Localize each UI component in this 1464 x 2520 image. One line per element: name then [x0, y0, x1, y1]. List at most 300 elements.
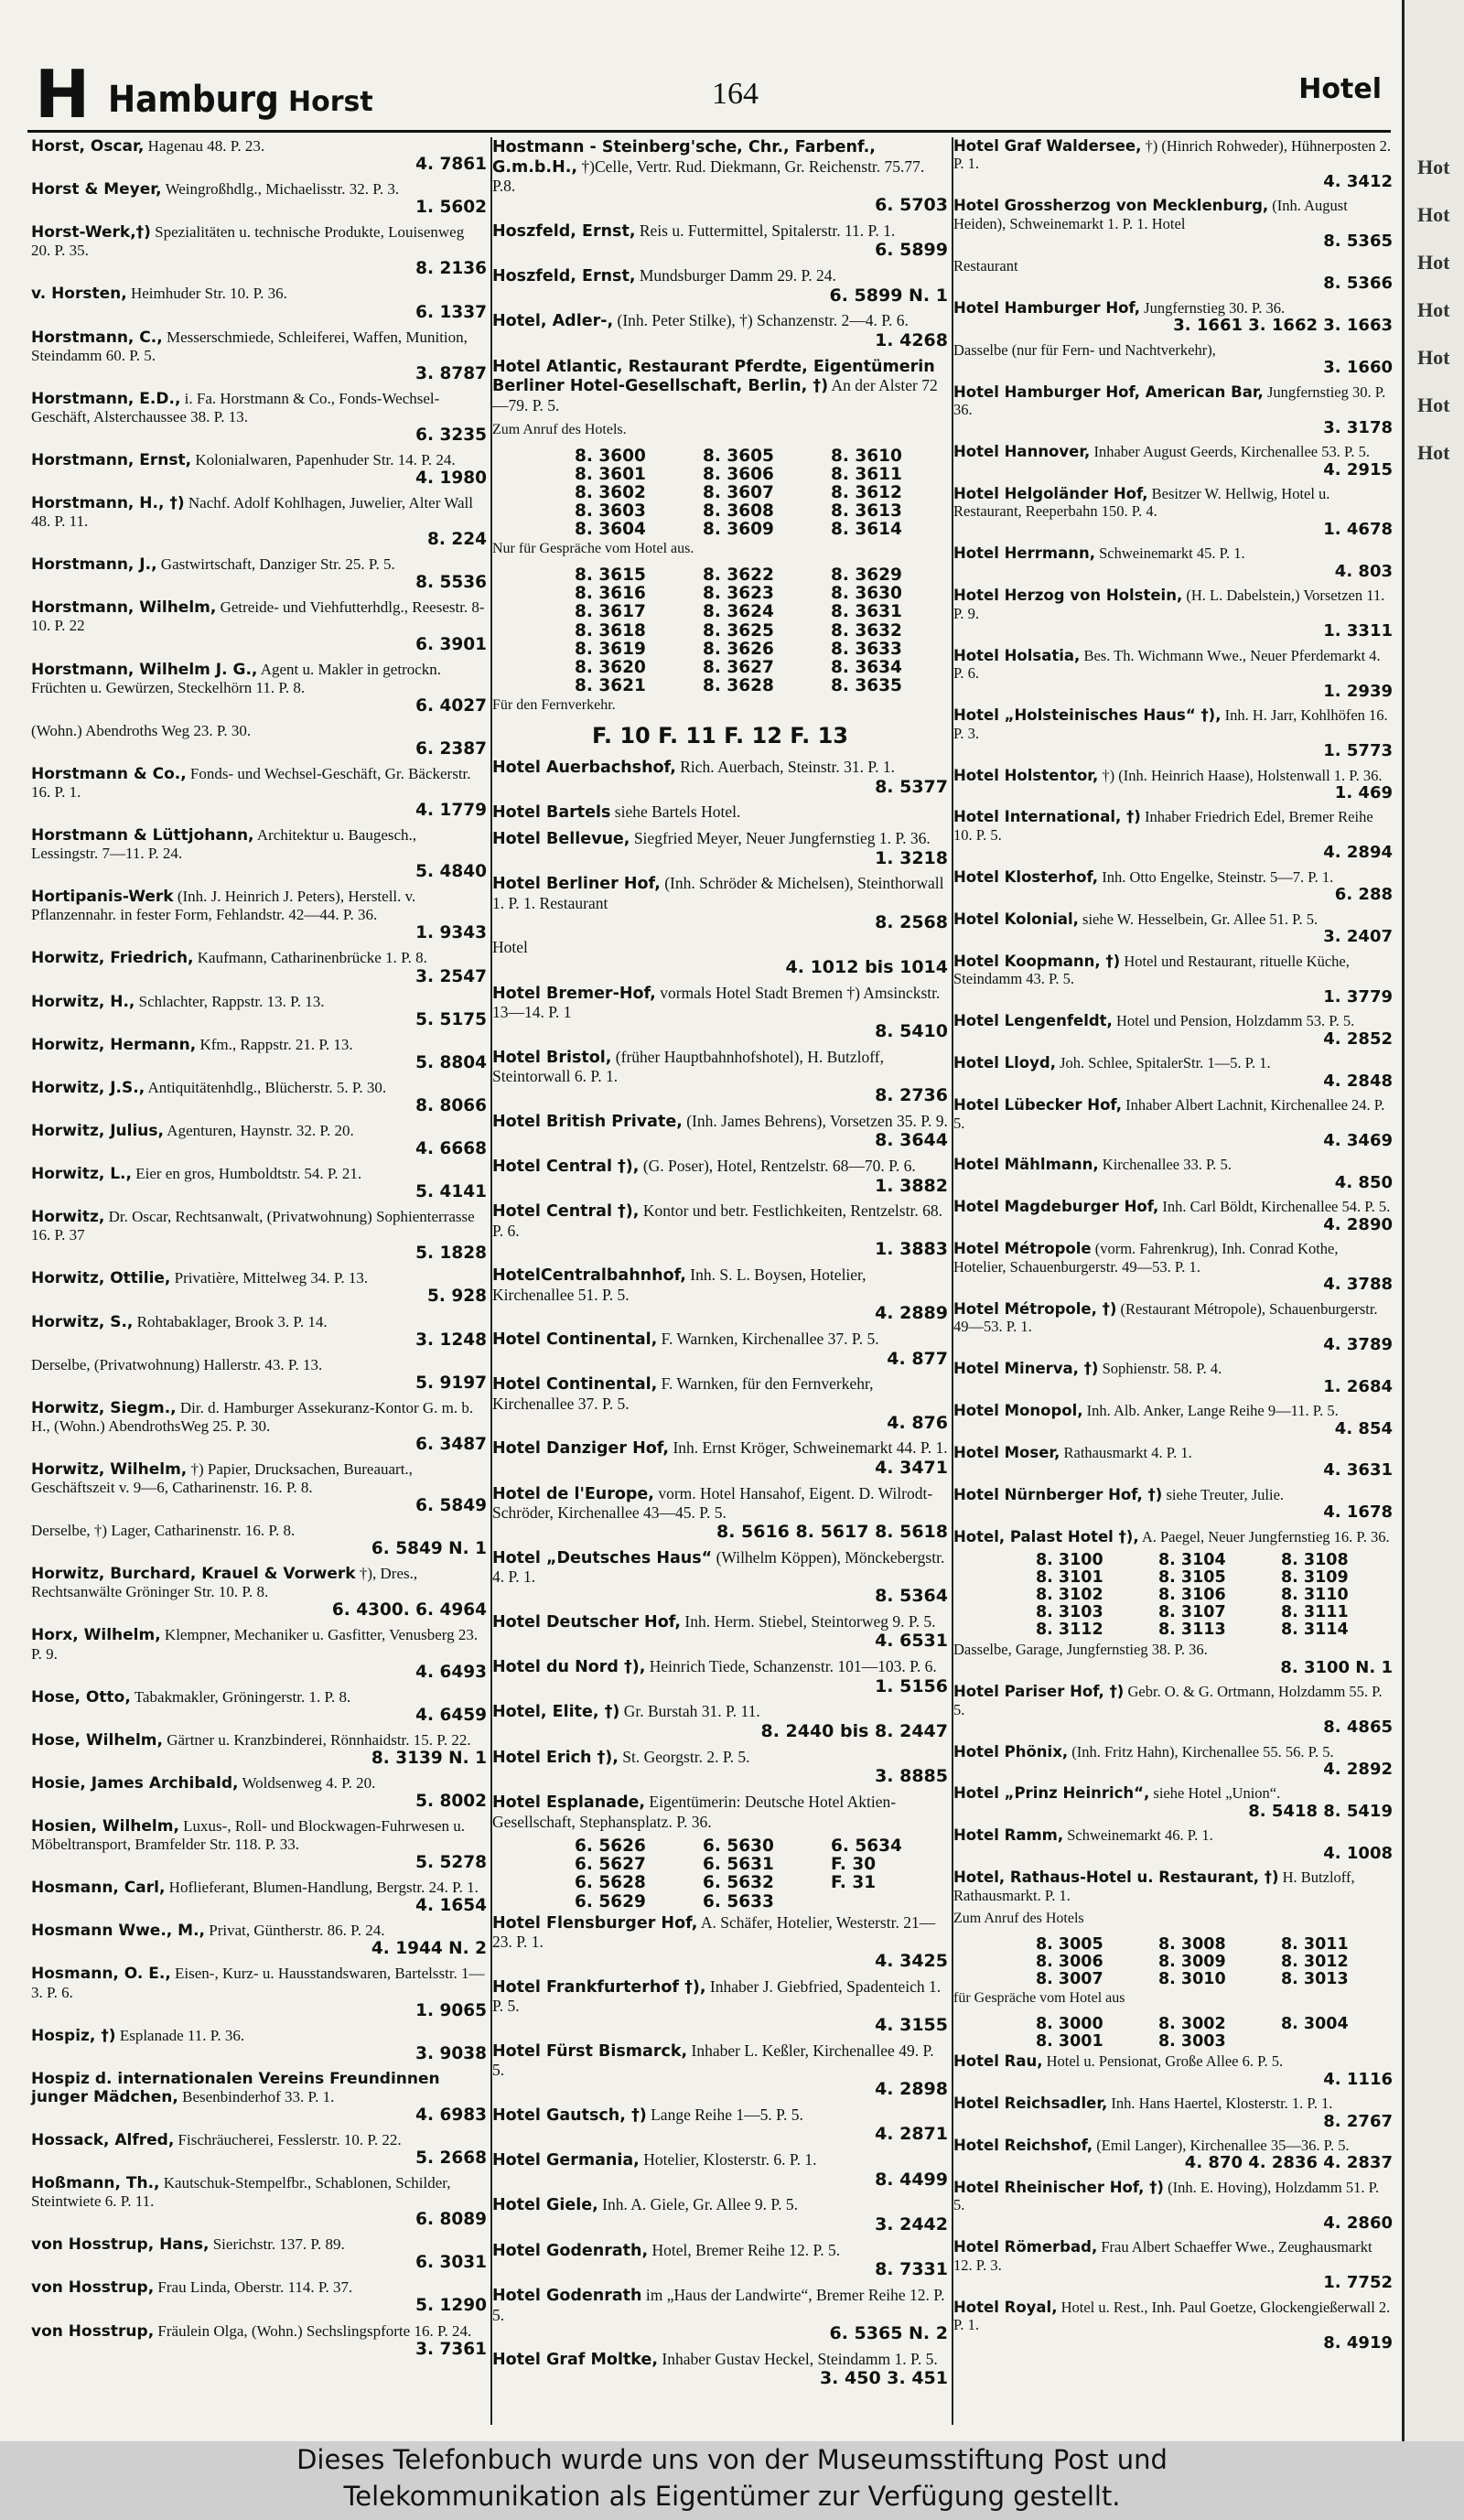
entry-name: Hotel du Nord †),: [492, 1657, 646, 1676]
grid-phone-number: 8. 3604: [575, 520, 646, 540]
phone-number-grid: [1036, 1552, 1393, 1639]
directory-entry: [492, 1793, 948, 1831]
entry-name: Horstmann, Ernst,: [31, 450, 192, 469]
grid-phone-number: 8. 3111: [1281, 1603, 1349, 1622]
entry-name: Hotel, Palast Hotel †),: [953, 1527, 1139, 1545]
entry-name: Horwitz, Siegm.,: [31, 1398, 177, 1417]
grid-phone-number: 6. 5630: [703, 1836, 774, 1857]
entry-phone-number: 4. 1779: [415, 801, 487, 820]
entry-details: St. Georgstr. 2. P. 5.: [622, 1747, 750, 1766]
grid-phone-number: 8. 3611: [831, 464, 902, 484]
entry-name: Hotel Germania,: [492, 2150, 640, 2170]
entry-phone-number: 4. 2890: [1323, 1214, 1393, 1234]
entry-phone-number: 3. 1248: [415, 1330, 487, 1350]
directory-entry: [953, 587, 1393, 640]
grid-phone-number: F. 30: [831, 1855, 877, 1875]
entry-name: Hotel Hamburger Hof, American Bar,: [953, 382, 1264, 401]
entry-name: Hospiz, †): [31, 2026, 116, 2045]
entry-name: Horst & Meyer,: [31, 180, 162, 199]
entry-phone-number: 5. 8002: [415, 1791, 487, 1811]
entry-details: (Inh. Peter Stilke), †) Schanzenstr. 2—4. P. 6.: [617, 311, 909, 330]
entry-details: Schweinemarkt 45. P. 1.: [1099, 544, 1245, 563]
entry-name: Hotel Continental,: [492, 1375, 658, 1395]
directory-entry: [492, 1265, 948, 1323]
entry-phone-number: 8. 5365: [1323, 232, 1393, 252]
directory-entry: [492, 802, 948, 823]
entry-details: (Inh. August Heiden), Schweinemarkt 1. P. 1. Hotel: [953, 197, 1348, 232]
directory-entry: [953, 1784, 1393, 1820]
grid-phone-number: 6. 5628: [575, 1873, 646, 1893]
entry-name: Hotel Reichsadler,: [953, 2095, 1108, 2113]
entry-details: (früher Hauptbahnhofshotel), H. Butzloff, Steintorwall 6. P. 1.: [492, 1047, 885, 1086]
directory-entry: [953, 1300, 1393, 1353]
directory-entry: [31, 765, 487, 820]
entry-phone-number: 3. 2407: [1323, 927, 1393, 947]
entry-name: Hotel Flensburger Hof,: [492, 1913, 698, 1933]
phone-number-grid: [1036, 2016, 1393, 2051]
grid-phone-number: 6. 5634: [831, 1836, 902, 1857]
entry-details: Getreide- und Viehfutterhdlg., Reesestr. 8-10. P. 22: [31, 598, 485, 635]
entry-phone-number: 1. 5156: [875, 1675, 948, 1696]
entry-name: Hotel Giele,: [492, 2196, 598, 2215]
directory-entry: [31, 180, 487, 217]
directory-entry: [31, 2174, 487, 2229]
entry-name: Hotel Rau,: [953, 2052, 1043, 2071]
directory-entry: [492, 221, 948, 260]
entry-details: Rich. Auerbach, Steinstr. 31. P. 1.: [680, 758, 896, 777]
entry-phone-number: 6. 1337: [415, 302, 487, 322]
grid-phone-number: 8. 3004: [1281, 2015, 1349, 2034]
entry-details: Inhaber Albert Lachnit, Kirchenallee 24. P. 5.: [953, 1096, 1385, 1132]
entry-name: Hotel Helgoländer Hof,: [953, 484, 1148, 502]
directory-entry: [31, 1079, 487, 1115]
entry-details: (G. Poser), Hotel, Rentzelstr. 68—70. P. 6.: [642, 1156, 916, 1175]
entry-name: Hotel Moser,: [953, 1444, 1060, 1461]
entry-phone-number: 4. 850: [1334, 1172, 1393, 1192]
grid-phone-number: 8. 3628: [703, 675, 774, 695]
entry-phone-number: 4. 6668: [415, 1139, 487, 1158]
directory-entry: [31, 1565, 487, 1620]
entry-phone-number: 4. 7861: [415, 155, 487, 175]
entry-details: Inh. S. L. Boysen, Hotelier, Kirchenallee 51. P. 5.: [492, 1265, 867, 1304]
entry-name: Hotel Erich †),: [492, 1748, 619, 1767]
directory-entry: [31, 1165, 487, 1201]
directory-entry: [31, 1774, 487, 1811]
entry-phone-number: 6. 2387: [415, 738, 487, 759]
entry-name: Hosmann, Carl,: [31, 1879, 166, 1898]
entry-details: Inh. Hans Haertel, Klosterstr. 1. P. 1.: [1111, 2095, 1333, 2113]
directory-entry: [953, 1012, 1393, 1048]
directory-column-3: [953, 137, 1393, 2425]
entry-details: Nachf. Adolf Kohlhagen, Juwelier, Alter Wall 48. P. 11.: [31, 494, 474, 531]
entry-phone-number: 4. 2892: [1323, 1760, 1393, 1779]
directory-entry: [31, 1313, 487, 1350]
directory-entry: [31, 1208, 487, 1263]
entry-name: Hotel Central †),: [492, 1157, 640, 1176]
entry-details: Antiquitätenhdlg., Blücherstr. 5. P. 30.: [147, 1078, 387, 1096]
entry-details: Eisen-, Kurz- u. Hausstandswaren, Bartelsstr. 1—3. P. 6.: [31, 1965, 485, 2001]
entry-phone-number: 8. 3644: [875, 1130, 948, 1151]
entry-phone-number: 5. 9197: [415, 1373, 487, 1393]
entry-name: Hosmann, O. E.,: [31, 1965, 171, 1984]
entry-details: (Wohn.) Abendroths Weg 23. P. 30.: [31, 721, 252, 739]
entry-phone-number: 1. 3883: [875, 1239, 948, 1260]
directory-entry: [492, 938, 948, 976]
grid-phone-number: [831, 1893, 948, 1912]
entry-name: Hose, Otto,: [31, 1687, 131, 1707]
entry-name: Hossack, Alfred,: [31, 2130, 175, 2149]
number-group-caption: Zum Anruf des Hotels.: [492, 421, 627, 437]
entry-name: Hotel Herrmann,: [953, 544, 1095, 563]
entry-details: Agent u. Makler in getrockn. Früchten u. Gewürzen, Steckelhörn 11. P. 8.: [31, 660, 442, 696]
directory-entry: [953, 137, 1393, 190]
first-entry-keyword: Horst: [288, 86, 373, 118]
entry-phone-number: 4. 2915: [1323, 459, 1393, 479]
entry-name: Horstmann & Lüttjohann,: [31, 826, 254, 845]
directory-entry: [492, 2350, 948, 2388]
entry-phone-number: 6. 5899: [875, 240, 948, 261]
entry-name: Horstmann, Wilhelm J. G.,: [31, 660, 258, 679]
entry-name: Horwitz, J.S.,: [31, 1078, 145, 1097]
directory-entry: [492, 874, 948, 932]
entry-phone-number: 4. 6493: [415, 1662, 487, 1682]
entry-phone-number: 5. 5175: [415, 1009, 487, 1029]
entry-details: Agenturen, Haynstr. 32. P. 20.: [167, 1121, 354, 1139]
directory-entry: [953, 2238, 1393, 2291]
entry-phone-number: 4. 876: [887, 1412, 948, 1433]
directory-entry: [492, 1484, 948, 1542]
entry-phone-number: 3. 2442: [875, 2213, 948, 2235]
entry-phone-number: 4. 3471: [875, 1458, 948, 1479]
entry-details: Hotel und Restaurant, rituelle Küche, Steindamm 43. P. 5.: [953, 952, 1350, 988]
grid-phone-number: 8. 3104: [1158, 1551, 1226, 1570]
entry-details: Inh. H. Jarr, Kohlhöfen 16. P. 3.: [953, 706, 1388, 742]
directory-entry: [953, 1641, 1393, 1676]
grid-phone-number: 8. 3102: [1036, 1586, 1103, 1605]
directory-entry: [492, 1201, 948, 1259]
directory-entry: [31, 661, 487, 716]
directory-entry: [953, 1486, 1393, 1522]
grid-phone-number: 8. 3625: [703, 620, 774, 641]
grid-phone-number: 8. 3615: [575, 565, 646, 586]
entry-name: Hose, Wilhelm,: [31, 1730, 163, 1750]
directory-entry: [31, 451, 487, 488]
entry-details: Gr. Burstah 31. P. 11.: [623, 1702, 760, 1721]
directory-entry: [31, 1965, 487, 2019]
entry-name: Hotel, Rathaus-Hotel u. Restaurant, †): [953, 1868, 1279, 1887]
entry-details: Kaufmann, Catharinenbrücke 1. P. 8.: [197, 949, 427, 967]
entry-details: Kfm., Rappstr. 21. P. 13.: [199, 1035, 353, 1053]
directory-entry: [31, 390, 487, 445]
entry-name: Hosien, Wilhelm,: [31, 1817, 179, 1836]
directory-entry: [492, 1977, 948, 2035]
entry-details: Inhaber J. Giebfried, Spadenteich 1. P. 5.: [492, 1976, 942, 2016]
entry-phone-number: 1. 5773: [1323, 741, 1393, 761]
entry-phone-number: 8. 5366: [1323, 274, 1393, 294]
entry-name: Hotel Berliner Hof,: [492, 875, 661, 894]
directory-entry: [492, 1048, 948, 1105]
entry-details: Inh. Ernst Kröger, Schweinemarkt 44. P. 1.: [673, 1438, 948, 1458]
grid-phone-number: 8. 3623: [703, 584, 774, 604]
entry-phone-number: 3. 450 3. 451: [819, 2368, 948, 2389]
directory-entry: [31, 1731, 487, 1768]
entry-details: Hotel, Bremer Reihe 12. P. 5.: [651, 2240, 841, 2259]
entry-phone-number: 8. 4919: [1323, 2332, 1393, 2353]
entry-details: †) Papier, Drucksachen, Bureauart., Geschäftszeit v. 9—6, Catharinenstr. 16. P. 8.: [31, 1459, 413, 1496]
entry-details: †) (Inh. Heinrich Haase), Holstenwall 1. P. 36.: [1102, 766, 1383, 784]
entry-name: Hotel Reichshof,: [953, 2137, 1093, 2154]
entry-details: Mundsburger Damm 29. P. 24.: [639, 265, 836, 285]
grid-phone-number: 6. 5632: [703, 1873, 774, 1893]
grid-phone-number: 8. 3000: [1036, 2015, 1103, 2034]
grid-phone-number: 8. 3108: [1281, 1551, 1349, 1570]
entry-phone-number: 4. 3469: [1323, 1130, 1393, 1150]
entry-phone-number: 1. 2939: [1323, 681, 1393, 701]
directory-column-1: [31, 137, 487, 2425]
entry-name: Hotel Monopol,: [953, 1402, 1083, 1420]
directory-entry: [31, 2070, 487, 2125]
entry-phone-number: 6. 4027: [415, 695, 487, 716]
directory-entry: [492, 2286, 948, 2343]
entry-phone-number: 4. 2852: [1323, 1028, 1393, 1049]
entry-details: Kautschuk-Stempelfbr., Schablonen, Schilder, Steintwiete 6. P. 11.: [31, 2174, 451, 2211]
entry-phone-number: 4. 2889: [875, 1303, 948, 1324]
entry-phone-number: 1. 2684: [1323, 1376, 1393, 1396]
directory-entry: [492, 1748, 948, 1786]
entry-details: Schweinemarkt 46. P. 1.: [1067, 1826, 1213, 1845]
directory-entry: [31, 1269, 487, 1306]
grid-phone-number: 8. 3602: [575, 482, 646, 502]
entry-phone-number: 8. 5377: [875, 776, 948, 797]
directory-entry: [953, 257, 1393, 293]
directory-entry: [953, 1156, 1393, 1191]
entry-details: Siegfried Meyer, Neuer Jungfernstieg 1. P. 36.: [633, 829, 931, 847]
entry-details: Tabakmakler, Gröningerstr. 1. P. 8.: [134, 1687, 351, 1706]
entry-details: Frau Linda, Oberstr. 114. P. 37.: [157, 2278, 353, 2297]
entry-phone-number: 3. 1661 3. 1662 3. 1663: [1173, 316, 1393, 336]
entry-name: Hotel Godenrath: [492, 2286, 642, 2305]
entry-name: Horstmann, H., †): [31, 494, 185, 513]
number-group-caption: Für den Fernverkehr.: [492, 697, 616, 714]
entry-details: (Inh. Fritz Hahn), Kirchenallee 55. 56. P. 5.: [1071, 1742, 1334, 1761]
directory-entry: [492, 1438, 948, 1477]
entry-details: Schlachter, Rappstr. 13. P. 13.: [138, 992, 325, 1010]
grid-phone-number: 8. 3606: [703, 464, 774, 484]
entry-phone-number: 6. 4300. 6. 4964: [331, 1600, 487, 1621]
entry-name: Hotel Römerbad,: [953, 2238, 1098, 2256]
entry-phone-number: 6. 3235: [415, 425, 487, 445]
entry-name: v. Horsten,: [31, 285, 127, 304]
directory-entry: [953, 1054, 1393, 1090]
entry-phone-number: 1. 469: [1334, 783, 1393, 802]
page-header: [27, 56, 1391, 133]
grid-phone-number: 8. 3621: [575, 675, 646, 695]
entry-details: Joh. Schlee, SpitalerStr. 1—5. P. 1.: [1060, 1054, 1271, 1072]
entry-phone-number: 1. 3779: [1323, 986, 1393, 1007]
directory-entry: [953, 1743, 1393, 1779]
directory-entry: [953, 1402, 1393, 1438]
grid-phone-number: 8. 3114: [1281, 1621, 1349, 1640]
entry-phone-number: 6. 3487: [415, 1434, 487, 1454]
grid-phone-number: 8. 3619: [575, 639, 646, 659]
entry-details: Hotelier, Klosterstr. 6. P. 1.: [643, 2149, 817, 2169]
entry-phone-number: 1. 4268: [875, 329, 948, 350]
directory-entry: [31, 223, 487, 278]
grid-phone-number: 8. 3005: [1036, 1935, 1103, 1955]
directory-column-2: [492, 137, 948, 2425]
entry-phone-number: 3. 9038: [415, 2043, 487, 2063]
directory-entry: [953, 1528, 1393, 1545]
directory-entry: [492, 266, 948, 305]
entry-phone-number: 8. 2767: [1323, 2111, 1393, 2131]
directory-entry: [31, 1922, 487, 1958]
entry-name: Hotel Atlantic, Restaurant Pferdte, Eigentümerin Berliner Hotel-Gesellschaft, Berlin, †): [492, 357, 935, 396]
directory-entry: [31, 2027, 487, 2063]
archive-notice-line-2: Telekommunikation als Eigentümer zur Verfügung gestellt.: [343, 2481, 1121, 2512]
entry-phone-number: 3. 7361: [415, 2339, 487, 2359]
directory-entry: [953, 647, 1393, 700]
entry-phone-number: 1. 9343: [415, 923, 487, 943]
entry-details: Frau Albert Schaeffer Wwe., Zeughausmarkt 12. P. 3.: [953, 2238, 1372, 2274]
entry-details: Architektur u. Baugesch., Lessingstr. 7—11. P. 24.: [31, 826, 417, 863]
directory-entry: [492, 2150, 948, 2189]
entry-phone-number: 6. 3031: [415, 2253, 487, 2273]
entry-phone-number: 4. 803: [1334, 561, 1393, 581]
grid-phone-number: 8. 3610: [831, 446, 902, 466]
grid-phone-number: 8. 3011: [1281, 1935, 1349, 1955]
directory-entry: [31, 1460, 487, 1515]
entry-name: Hotel Klosterhof,: [953, 867, 1099, 886]
entry-details: Spezialitäten u. technische Produkte, Louisenweg 20. P. 35.: [31, 223, 465, 260]
entry-details: Klempner, Mechaniker u. Gasfitter, Venusberg 23. P. 9.: [31, 1626, 479, 1663]
directory-entry: [953, 383, 1393, 436]
directory-entry: [31, 1817, 487, 1872]
directory-entry: [492, 2241, 948, 2279]
grid-phone-number: 8. 3627: [703, 657, 774, 677]
entry-details: Derselbe, †) Lager, Catharinenstr. 16. P. 8.: [31, 1522, 296, 1540]
directory-entry: [31, 722, 487, 759]
entry-phone-number: 3. 3178: [1323, 417, 1393, 437]
entry-phone-number: 5. 1290: [415, 2296, 487, 2316]
grid-phone-number: 8. 3635: [831, 675, 902, 695]
grid-phone-number: 8. 3617: [575, 602, 646, 622]
entry-details: Besenbinderhof 33. P. 1.: [182, 2087, 335, 2105]
entry-details: Hagenau 48. P. 23.: [147, 137, 265, 155]
entry-name: Hotel Lengenfeldt,: [953, 1012, 1113, 1030]
directory-entry: [31, 1036, 487, 1072]
entry-phone-number: 4. 870 4. 2836 4. 2837: [1184, 2153, 1393, 2173]
entry-name: Hosie, James Archibald,: [31, 1773, 239, 1793]
entry-name: Hotel Hannover,: [953, 443, 1091, 461]
entry-details: Fonds- und Wechsel-Geschäft, Gr. Bäckerstr. 16. P. 1.: [31, 764, 471, 801]
directory-entry: [953, 2052, 1393, 2088]
entry-details: Inh. Carl Böldt, Kirchenallee 54. P. 5.: [1162, 1198, 1391, 1216]
grid-phone-number: 6. 5626: [575, 1836, 646, 1857]
long-distance-numbers: F. 10 F. 11 F. 12 F. 13: [591, 723, 849, 749]
directory-entry: [31, 1122, 487, 1158]
entry-phone-number: 4. 3155: [875, 2014, 948, 2035]
entry-phone-number: 5. 4840: [415, 862, 487, 882]
entry-phone-number: 8. 3100 N. 1: [1280, 1657, 1393, 1677]
entry-name: Hotel Minerva, †): [953, 1360, 1099, 1378]
directory-entry: [31, 949, 487, 985]
entry-details: Inh. Otto Engelke, Steinstr. 5—7. P. 1.: [1102, 867, 1334, 886]
entry-details: Privat, Güntherstr. 86. P. 24.: [209, 1922, 385, 1940]
directory-entry: [31, 826, 487, 881]
entry-phone-number: 8. 3139 N. 1: [371, 1748, 487, 1768]
directory-entry: [953, 544, 1393, 580]
entry-details: F. Warnken, für den Fernverkehr, Kirchenallee 37. P. 5.: [492, 1374, 874, 1414]
archive-notice: [0, 2441, 1464, 2520]
grid-phone-number: 8. 3633: [831, 639, 902, 659]
entry-details: Hotel: [492, 938, 528, 957]
entry-details: Inhaber Friedrich Edel, Bremer Reihe 10. P. 5.: [953, 808, 1373, 844]
entry-details: vormals Hotel Stadt Bremen †) Amsinckstr. 13—14. P. 1: [492, 983, 941, 1022]
grid-phone-number: 8. 3109: [1281, 1568, 1349, 1588]
entry-details: Hotel u. Pensionat, Große Allee 6. P. 5.: [1046, 2052, 1284, 2071]
entry-name: Hotel Auerbachshof,: [492, 759, 676, 778]
directory-entry: [953, 2179, 1393, 2232]
page-number: 164: [712, 77, 759, 111]
grid-phone-number: 8. 3603: [575, 501, 646, 521]
entry-name: Horwitz, S.,: [31, 1312, 134, 1331]
next-page-fragment: Hot: [1417, 346, 1450, 369]
grid-phone-number: 8. 3608: [703, 501, 774, 521]
entry-details: Derselbe, (Privatwohnung) Hallerstr. 43. P. 13.: [31, 1355, 323, 1373]
entry-phone-number: 5. 928: [427, 1287, 487, 1307]
grid-phone-number: 6. 5631: [703, 1855, 774, 1875]
entry-details: Kontor und betr. Festlichkeiten, Rentzelstr. 68. P. 6.: [492, 1201, 942, 1240]
entry-details: siehe W. Hesselbein, Gr. Allee 51. P. 5.: [1082, 910, 1319, 928]
grid-phone-number: 8. 3616: [575, 584, 646, 604]
entry-phone-number: 4. 877: [887, 1348, 948, 1369]
grid-phone-number: 8. 3002: [1158, 2015, 1226, 2034]
entry-details: Gastwirtschaft, Danziger Str. 25. P. 5.: [160, 555, 395, 574]
entry-name: Horstmann, E.D.,: [31, 389, 181, 408]
entry-name: Hotel Mählmann,: [953, 1156, 1099, 1174]
entry-name: Hotel Graf Moltke,: [492, 2350, 658, 2369]
entry-name: Hotel Bristol,: [492, 1048, 612, 1067]
directory-entry: [492, 1548, 948, 1606]
entry-phone-number: 4. 2898: [875, 2078, 948, 2099]
directory-entry: [31, 2322, 487, 2359]
entry-details: †)Celle, Vertr. Rud. Diekmann, Gr. Reichenstr. 75.77. P.8.: [492, 156, 925, 196]
entry-phone-number: 8. 5410: [875, 1020, 948, 1041]
entry-details: An der Alster 72—79. P. 5.: [492, 376, 938, 415]
directory-columns: [31, 137, 1393, 2425]
entry-phone-number: 5. 1828: [415, 1244, 487, 1264]
entry-name: Hotel „Holsteinisches Haus“ †),: [953, 706, 1222, 725]
entry-name: Hotel Bellevue,: [492, 830, 630, 848]
next-page-fragment: Hot: [1417, 441, 1450, 464]
entry-name: Hotel Lübecker Hof,: [953, 1096, 1122, 1115]
entry-details: (Inh. J. Heinrich J. Peters), Herstell. v. Pflanzennahr. in fester Form, Fehlandstr. 42—44. P. 36.: [31, 888, 416, 924]
entry-phone-number: 3. 8885: [875, 1766, 948, 1787]
entry-details: Inh. A. Giele, Gr. Allee 9. P. 5.: [602, 2195, 798, 2214]
entry-name: Hotel Godenrath,: [492, 2241, 649, 2260]
entry-details: (Wilhelm Köppen), Mönckebergstr. 4. P. 1.: [492, 1547, 945, 1587]
directory-entry: [31, 137, 487, 174]
grid-phone-number: 8. 3106: [1158, 1586, 1226, 1605]
directory-entry: [492, 1702, 948, 1740]
entry-phone-number: 8. 8066: [415, 1095, 487, 1115]
directory-entry: [31, 1688, 487, 1725]
grid-phone-number: 8. 3103: [1036, 1603, 1103, 1622]
entry-phone-number: 1. 9065: [415, 2000, 487, 2020]
directory-entry: [953, 1444, 1393, 1480]
grid-phone-number: 6. 5629: [575, 1891, 646, 1912]
entry-phone-number: 4. 2848: [1323, 1071, 1393, 1091]
